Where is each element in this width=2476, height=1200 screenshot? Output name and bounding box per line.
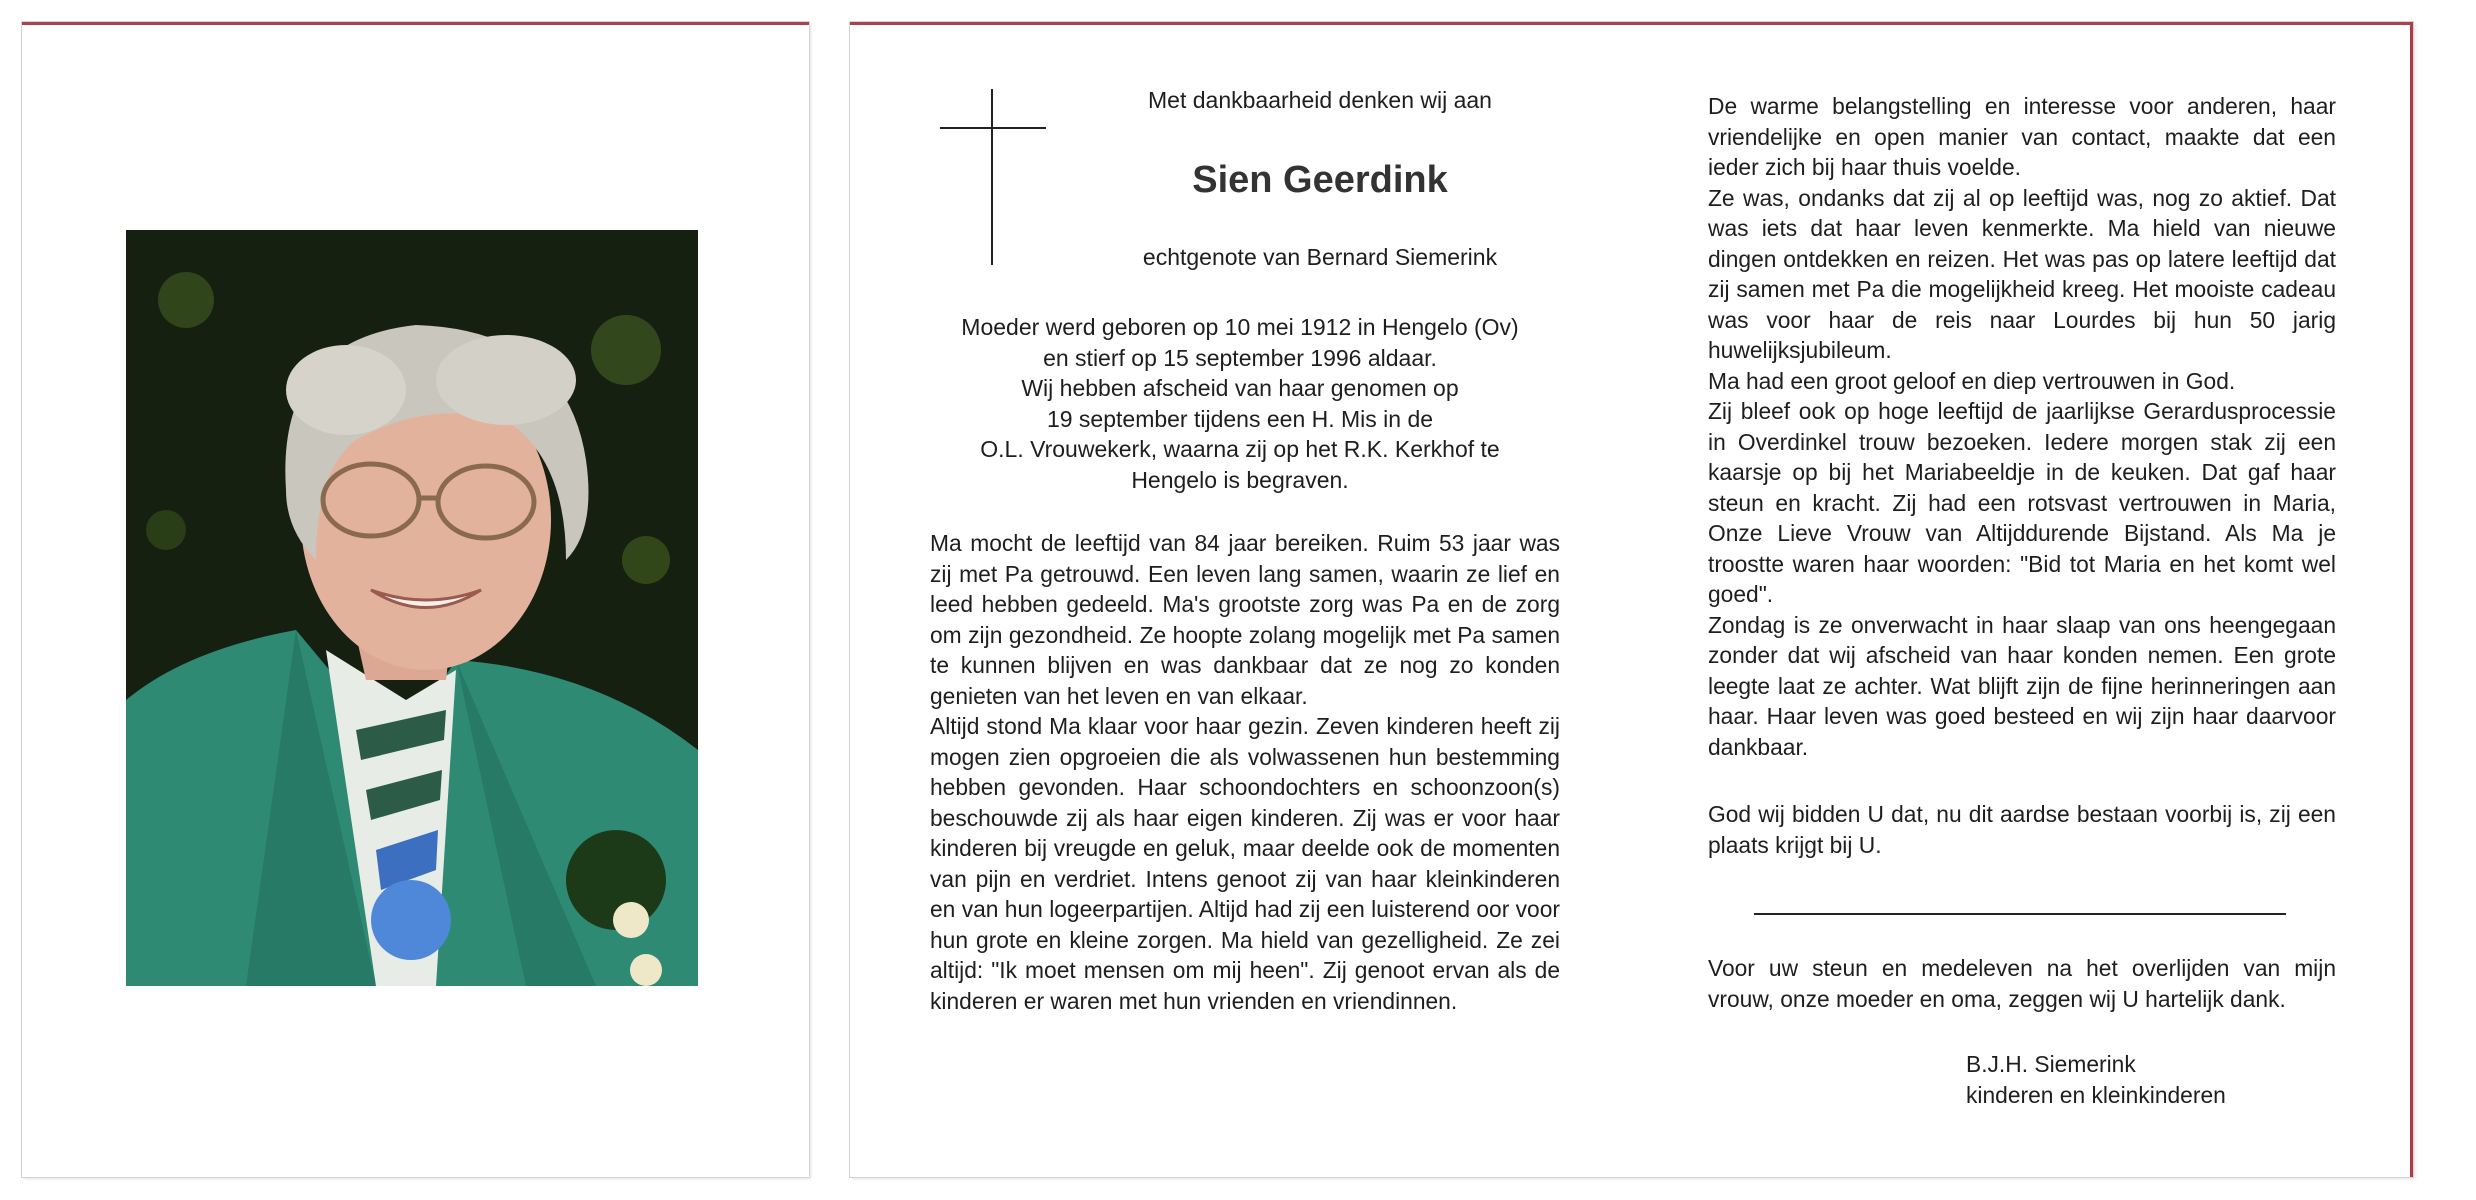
thanks-text: [1708, 953, 2336, 1014]
signature-block: [1966, 1049, 2226, 1110]
spouse-line: echtgenote van Bernard Siemerink: [1142, 244, 1498, 270]
bio-line: O.L. Vrouwekerk, waarna zij op het R.K. Kerkhof te: [980, 436, 1500, 462]
deceased-name: Sien Geerdink: [1192, 159, 1448, 201]
biography-block: [930, 312, 1550, 495]
prayer-paragraph: God wij bidden U dat, nu dit aardse bestaan voorbij is, zij een plaats krijgt bij U.: [1708, 801, 2336, 858]
thanks-paragraph: Voor uw steun en medeleven na het overlijden van mijn vrouw, onze moeder en oma, zeggen wij U hartelijk dank.: [1708, 955, 2336, 1012]
intro-line: Met dankbaarheid denken wij aan: [1148, 87, 1492, 113]
signature-family: kinderen en kleinkinderen: [1966, 1081, 2226, 1108]
prayer-text: [1708, 799, 2336, 860]
right-column-text: [1708, 91, 2336, 762]
left-column-text: [930, 528, 1560, 1016]
photo-card: [22, 22, 809, 1177]
portrait-photo: [126, 230, 698, 986]
paragraph: Zij bleef ook op hoge leeftijd de jaarlijkse Gerardusprocessie in Overdinkel trouw bezoeken. Iedere morgen stak zij een kaarsje op bij het Mariabeeldje in de keuken. Dat gaf haar steun en kracht. Zij had een rotsvast vertrouwen in Maria, Onze Lieve Vrouw van Altijddurende Bijstand. Als Ma je troostte waren haar woorden: "Bid tot Maria en het komt wel goed".: [1708, 398, 2336, 607]
paragraph: Altijd stond Ma klaar voor haar gezin. Zeven kinderen heeft zij mogen zien opgroeien die als volwassenen hun bestemming hebben gevonden. Haar schoondochters en schoonzoon(s) beschouwde zij als haar eigen kinderen. Zij was er voor haar kinderen bij vreugde en geluk, maar deelde ook de momenten van pijn en verdriet. Intens genoot zij van haar kleinkinderen en van hun logeerpartijen. Altijd had zij een luisterend oor voor hun grote en kleine zorgen. Ma hield van gezelligheid. Ze zei altijd: "Ik moet mensen om mij heen". Zij genoot ervan als de kinderen er waren met hun vrienden en vriendinnen.: [930, 713, 1560, 1014]
cross-icon: [940, 89, 1046, 265]
bio-line: en stierf op 15 september 1996 aldaar.: [1043, 344, 1437, 371]
bio-line: Wij hebben afscheid van haar genomen op: [1021, 375, 1459, 401]
paragraph: Zondag is ze onverwacht in haar slaap van ons heengegaan zonder dat wij afscheid van haar konden nemen. Een grote leegte laat ze achter. Wat blijft zijn de fijne herinneringen aan haar. Haar leven was goed besteed en wij zijn haar daarvoor dankbaar.: [1708, 611, 2336, 760]
text-card: [850, 22, 2413, 1177]
paragraph: De warme belangstelling en interesse voor anderen, haar vriendelijke en open manier van contact, maakte dat een ieder zich bij haar thuis voelde.: [1708, 93, 2336, 180]
divider-line: [1754, 913, 2286, 915]
bio-line: Hengelo is begraven.: [1131, 466, 1349, 493]
paragraph: Ze was, ondanks dat zij al op leeftijd was, nog zo aktief. Dat was iets dat haar leven kenmerkte. Ma hield van nieuwe dingen ontdekken en reizen. Het was pas op latere leeftijd dat zij samen met Pa die mogelijkheid kreeg. Het mooiste cadeau was voor haar de reis naar Lourdes bij hun 50 jarig huwelijksjubileum.: [1708, 184, 2336, 363]
signature-name: B.J.H. Siemerink: [1966, 1051, 2136, 1077]
paragraph: Ma had een groot geloof en diep vertrouwen in God.: [1708, 367, 2236, 394]
bio-line: 19 september tijdens een H. Mis in de: [1046, 405, 1434, 432]
bio-line: Moeder werd geboren op 10 mei 1912 in Hengelo (Ov): [961, 314, 1519, 340]
paragraph: Ma mocht de leeftijd van 84 jaar bereiken. Ruim 53 jaar was zij met Pa getrouwd. Een leven lang samen, waarin ze lief en leed hebben gedeeld. Ma's grootste zorg was Pa en de zorg om zijn gezondheid. Ze hoopte zolang mogelijk met Pa samen te kunnen blijven en was dankbaar dat ze nog zo konden genieten van het leven en van elkaar.: [930, 530, 1560, 709]
